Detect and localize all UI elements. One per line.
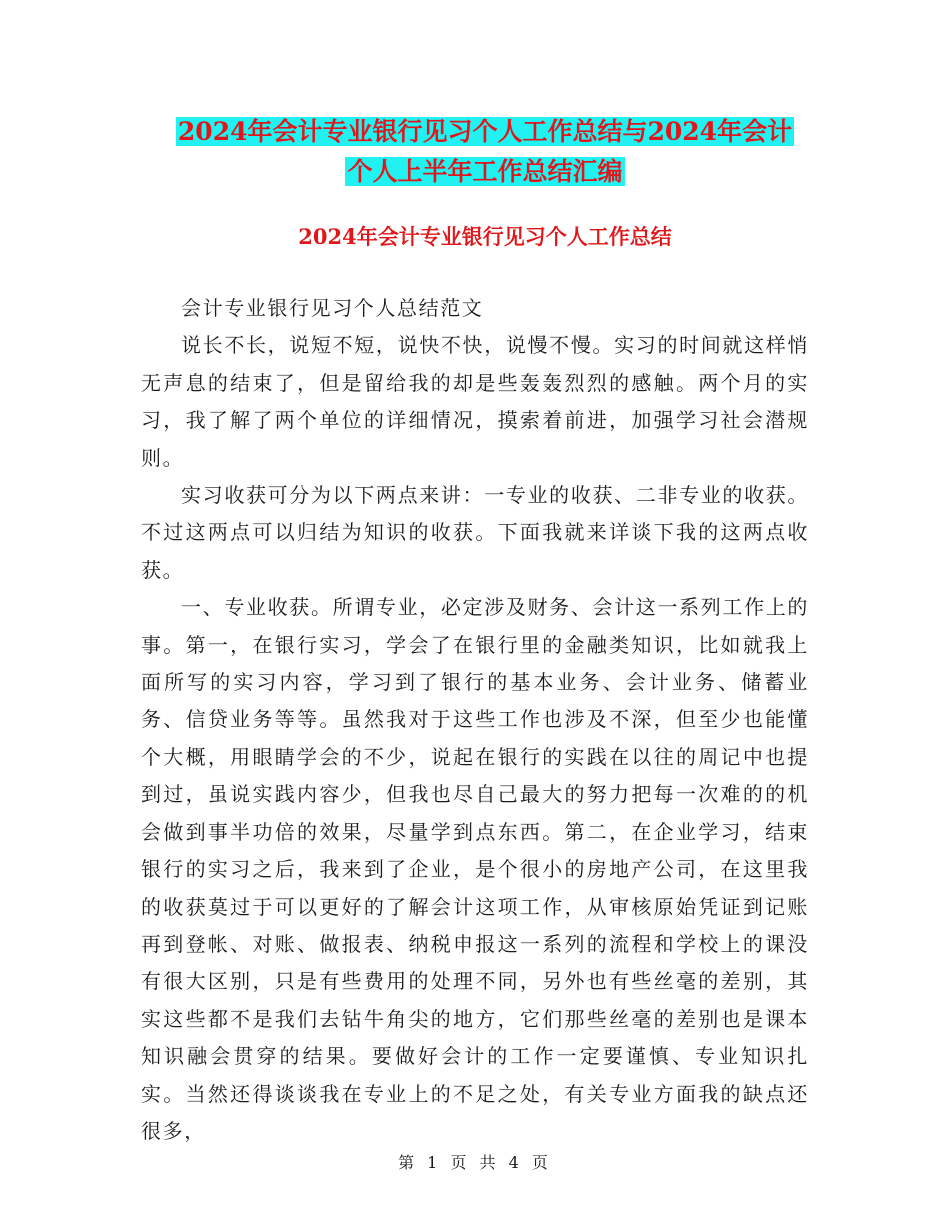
paragraph: 实习收获可分为以下两点来讲：一专业的收获、二非专业的收获。不过这两点可以归结为知识的收获。下面我就来详谈下我的这两点收获。 [141,483,809,582]
page-footer: 第 1 页 共 4 页 [398,1153,552,1172]
title-line-1: 2024年会计专业银行见习个人工作总结与2024年会计 [177,117,793,146]
document-title [140,112,830,192]
paragraph: 说长不长，说短不短，说快不快，说慢不慢。实习的时间就这样悄无声息的结束了，但是留给我的却是些轰轰烈烈的感触。两个月的实习，我了解了两个单位的详细情况，摸索着前进，加强学习社会潜规则。 [141,333,809,470]
section-title: 2024年会计专业银行见习个人工作总结 [298,224,672,249]
paragraph: 一、专业收获。所谓专业，必定涉及财务、会计这一系列工作上的事。第一，在银行实习，学会了在银行里的金融类知识，比如就我上面所写的实习内容，学习到了银行的基本业务、会计业务、储蓄业务、信贷业务等等。虽然我对于这些工作也涉及不深，但至少也能懂个大概，用眼睛学会的不少，说起在银行的实践在以往的周记中也提到过，虽说实践内容少，但我也尽自己最大的努力把每一次难的的机会做到事半功倍的效果，尽量学到点东西。第二，在企业学习，结束银行的实习之后，我来到了企业，是个很小的房地产公司，在这里我的收获莫过于可以更好的了解会计这项工作，从审核原始凭证到记账再到登帐、对账、做报表、纳税申报这一系列的流程和学校上的课没有很大区别，只是有些费用的处理不同，另外也有些丝毫的差别，其实这些都不是我们去钻牛角尖的地方，它们那些丝毫的差别也是课本知识融会贯穿的结果。要做好会计的工作一定要谨慎、专业知识扎实。当然还得谈谈我在专业上的不足之处，有关专业方面我的缺点还很多， [141,595,809,1143]
paragraph: 会计专业银行见习个人总结范文 [181,296,484,320]
body-text [141,290,809,1150]
title-line-2: 个人上半年工作总结汇编 [347,157,623,186]
